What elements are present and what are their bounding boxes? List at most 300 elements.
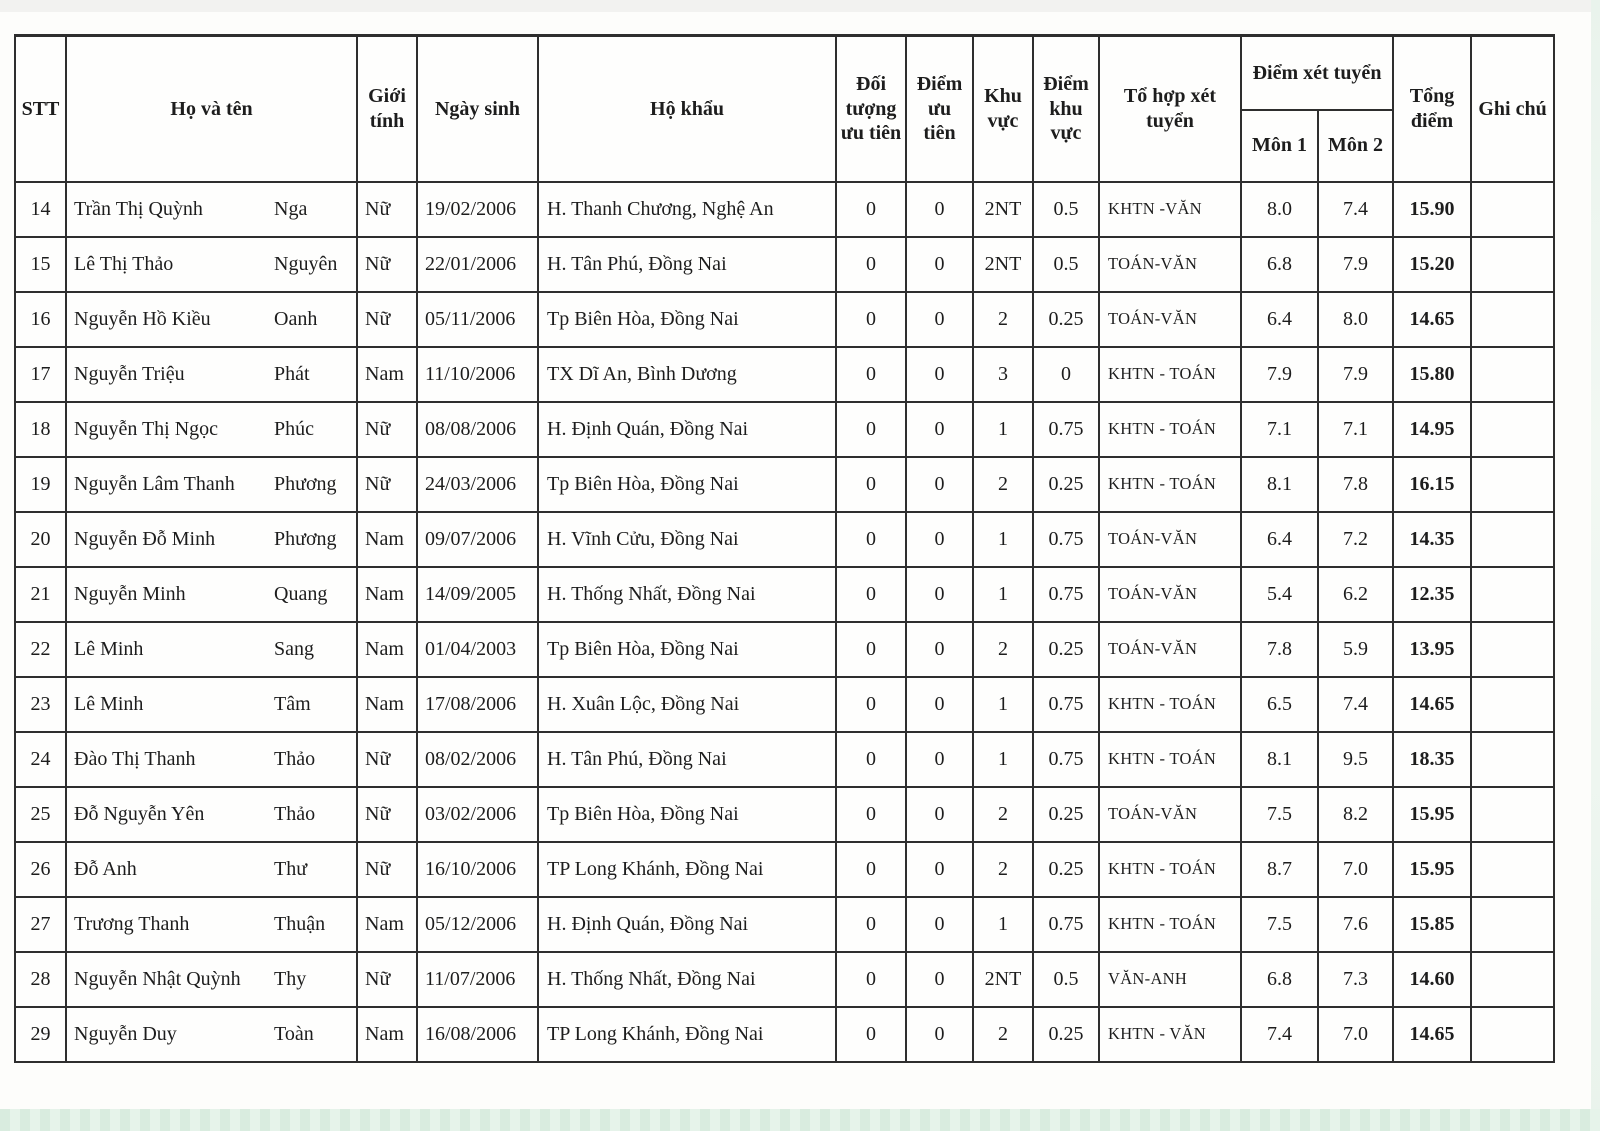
cell-gender: Nam — [357, 622, 417, 677]
cell-score2: 7.0 — [1318, 842, 1393, 897]
cell-stt: 23 — [15, 677, 66, 732]
cell-name-given: Sang — [274, 637, 314, 660]
cell-note — [1471, 897, 1554, 952]
cell-score1: 7.5 — [1241, 787, 1318, 842]
cell-residence: H. Tân Phú, Đồng Nai — [538, 732, 836, 787]
cell-region: 2 — [973, 292, 1033, 347]
table-row — [15, 842, 1554, 897]
cell-combination: KHTN - TOÁN — [1099, 402, 1241, 457]
header-dob: Ngày sinh — [417, 36, 538, 182]
cell-priority-group: 0 — [836, 897, 906, 952]
cell-priority-points: 0 — [906, 347, 973, 402]
cell-residence: TP Long Khánh, Đồng Nai — [538, 1007, 836, 1062]
cell-region-points: 0.25 — [1033, 787, 1099, 842]
cell-region: 1 — [973, 512, 1033, 567]
header-stt: STT — [15, 36, 66, 182]
cell-priority-points: 0 — [906, 457, 973, 512]
cell-note — [1471, 622, 1554, 677]
cell-residence: Tp Biên Hòa, Đồng Nai — [538, 622, 836, 677]
cell-total: 15.80 — [1393, 347, 1471, 402]
cell-note — [1471, 567, 1554, 622]
cell-priority-points: 0 — [906, 787, 973, 842]
cell-name — [66, 402, 357, 457]
cell-name — [66, 182, 357, 237]
cell-region-points: 0.25 — [1033, 1007, 1099, 1062]
cell-score2: 7.2 — [1318, 512, 1393, 567]
cell-score2: 6.2 — [1318, 567, 1393, 622]
cell-name — [66, 842, 357, 897]
cell-score1: 8.1 — [1241, 732, 1318, 787]
cell-name — [66, 567, 357, 622]
cell-region: 2 — [973, 457, 1033, 512]
page-right-edge-strip — [1591, 0, 1600, 1131]
cell-total: 18.35 — [1393, 732, 1471, 787]
cell-name-wrap — [74, 748, 352, 771]
cell-stt: 29 — [15, 1007, 66, 1062]
cell-gender: Nữ — [357, 457, 417, 512]
cell-combination: TOÁN-VĂN — [1099, 787, 1241, 842]
cell-total: 14.65 — [1393, 677, 1471, 732]
cell-gender: Nữ — [357, 842, 417, 897]
cell-region: 2 — [973, 1007, 1033, 1062]
cell-residence: TP Long Khánh, Đồng Nai — [538, 842, 836, 897]
cell-residence: H. Vĩnh Cửu, Đồng Nai — [538, 512, 836, 567]
cell-stt: 27 — [15, 897, 66, 952]
cell-name-family: Nguyễn Lâm Thanh — [74, 472, 235, 495]
table-header — [15, 36, 1554, 182]
cell-name-family: Đỗ Anh — [74, 857, 137, 880]
cell-priority-points: 0 — [906, 292, 973, 347]
cell-note — [1471, 292, 1554, 347]
table-row — [15, 457, 1554, 512]
table-row — [15, 292, 1554, 347]
cell-dob: 09/07/2006 — [417, 512, 538, 567]
cell-gender: Nữ — [357, 732, 417, 787]
cell-score1: 8.7 — [1241, 842, 1318, 897]
cell-name-family: Nguyễn Đỗ Minh — [74, 527, 216, 550]
header-combination: Tổ hợp xét tuyển — [1099, 36, 1241, 182]
cell-name — [66, 347, 357, 402]
cell-total: 15.85 — [1393, 897, 1471, 952]
cell-combination: KHTN -VĂN — [1099, 182, 1241, 237]
cell-note — [1471, 952, 1554, 1007]
cell-score2: 7.8 — [1318, 457, 1393, 512]
cell-region: 1 — [973, 897, 1033, 952]
cell-name-wrap — [74, 418, 352, 441]
cell-score2: 7.4 — [1318, 677, 1393, 732]
cell-combination: VĂN-ANH — [1099, 952, 1241, 1007]
cell-name-family: Nguyễn Minh — [74, 582, 186, 605]
cell-name-given: Phương — [274, 472, 337, 495]
cell-name — [66, 732, 357, 787]
cell-note — [1471, 677, 1554, 732]
cell-priority-group: 0 — [836, 347, 906, 402]
cell-name-family: Đào Thị Thanh — [74, 747, 196, 770]
cell-priority-group: 0 — [836, 787, 906, 842]
cell-stt: 24 — [15, 732, 66, 787]
cell-priority-group: 0 — [836, 457, 906, 512]
cell-residence: Tp Biên Hòa, Đồng Nai — [538, 787, 836, 842]
cell-name-wrap — [74, 473, 352, 496]
page-bottom-edge-strip — [0, 1109, 1600, 1131]
cell-region: 2 — [973, 842, 1033, 897]
cell-note — [1471, 237, 1554, 292]
cell-total: 15.90 — [1393, 182, 1471, 237]
cell-score1: 6.4 — [1241, 292, 1318, 347]
cell-name-wrap — [74, 803, 352, 826]
cell-total: 14.65 — [1393, 1007, 1471, 1062]
cell-name — [66, 292, 357, 347]
cell-priority-group: 0 — [836, 567, 906, 622]
cell-gender: Nam — [357, 567, 417, 622]
cell-gender: Nữ — [357, 292, 417, 347]
cell-total: 14.65 — [1393, 292, 1471, 347]
table-row — [15, 1007, 1554, 1062]
cell-residence: H. Tân Phú, Đồng Nai — [538, 237, 836, 292]
cell-stt: 18 — [15, 402, 66, 457]
cell-name-family: Lê Minh — [74, 637, 144, 660]
cell-score1: 7.4 — [1241, 1007, 1318, 1062]
header-gender: Giới tính — [357, 36, 417, 182]
cell-region-points: 0.5 — [1033, 952, 1099, 1007]
header-priority-points: Điểm ưu tiên — [906, 36, 973, 182]
header-name: Họ và tên — [66, 36, 357, 182]
cell-stt: 19 — [15, 457, 66, 512]
table-row — [15, 677, 1554, 732]
cell-name-family: Nguyễn Hồ Kiều — [74, 307, 211, 330]
cell-total: 12.35 — [1393, 567, 1471, 622]
cell-name-family: Lê Thị Thảo — [74, 252, 174, 275]
cell-gender: Nam — [357, 897, 417, 952]
table-row — [15, 237, 1554, 292]
cell-name-family: Trương Thanh — [74, 912, 190, 935]
table-row — [15, 622, 1554, 677]
header-region: Khu vực — [973, 36, 1033, 182]
cell-score1: 6.5 — [1241, 677, 1318, 732]
cell-score1: 5.4 — [1241, 567, 1318, 622]
cell-total: 14.95 — [1393, 402, 1471, 457]
cell-residence: Tp Biên Hòa, Đồng Nai — [538, 457, 836, 512]
cell-name-given: Phúc — [274, 417, 314, 440]
cell-name-wrap — [74, 913, 352, 936]
cell-combination: KHTN - TOÁN — [1099, 732, 1241, 787]
cell-dob: 08/02/2006 — [417, 732, 538, 787]
cell-gender: Nữ — [357, 182, 417, 237]
cell-priority-group: 0 — [836, 1007, 906, 1062]
cell-score2: 5.9 — [1318, 622, 1393, 677]
cell-score2: 8.2 — [1318, 787, 1393, 842]
cell-total: 15.20 — [1393, 237, 1471, 292]
cell-priority-group: 0 — [836, 237, 906, 292]
cell-name-given: Thuận — [274, 912, 326, 935]
cell-residence: H. Xuân Lộc, Đồng Nai — [538, 677, 836, 732]
cell-region: 1 — [973, 567, 1033, 622]
cell-score2: 7.4 — [1318, 182, 1393, 237]
cell-priority-points: 0 — [906, 1007, 973, 1062]
cell-region-points: 0.75 — [1033, 567, 1099, 622]
cell-score1: 7.1 — [1241, 402, 1318, 457]
cell-note — [1471, 512, 1554, 567]
cell-score2: 7.0 — [1318, 1007, 1393, 1062]
cell-priority-points: 0 — [906, 732, 973, 787]
cell-combination: TOÁN-VĂN — [1099, 622, 1241, 677]
cell-gender: Nam — [357, 677, 417, 732]
cell-name — [66, 622, 357, 677]
cell-priority-points: 0 — [906, 897, 973, 952]
admission-results-table — [14, 34, 1555, 1063]
header-admission-scores: Điểm xét tuyển — [1241, 36, 1393, 110]
cell-dob: 05/11/2006 — [417, 292, 538, 347]
cell-name — [66, 1007, 357, 1062]
cell-name — [66, 952, 357, 1007]
cell-name-wrap — [74, 253, 352, 276]
cell-priority-group: 0 — [836, 732, 906, 787]
header-subject1: Môn 1 — [1241, 110, 1318, 182]
cell-name-given: Phương — [274, 527, 337, 550]
cell-score1: 7.8 — [1241, 622, 1318, 677]
cell-dob: 03/02/2006 — [417, 787, 538, 842]
table-body — [15, 182, 1554, 1062]
cell-stt: 22 — [15, 622, 66, 677]
cell-name-wrap — [74, 858, 352, 881]
cell-gender: Nữ — [357, 402, 417, 457]
cell-name-wrap — [74, 693, 352, 716]
cell-name-given: Quang — [274, 582, 328, 605]
cell-score1: 6.8 — [1241, 952, 1318, 1007]
cell-total: 14.35 — [1393, 512, 1471, 567]
cell-name-wrap — [74, 198, 352, 221]
header-residence: Hộ khẩu — [538, 36, 836, 182]
table-row — [15, 402, 1554, 457]
header-subject2: Môn 2 — [1318, 110, 1393, 182]
cell-region: 1 — [973, 677, 1033, 732]
cell-stt: 16 — [15, 292, 66, 347]
cell-region: 2NT — [973, 237, 1033, 292]
cell-name-given: Tâm — [274, 692, 311, 715]
cell-priority-points: 0 — [906, 567, 973, 622]
cell-name-given: Toàn — [274, 1022, 314, 1045]
cell-note — [1471, 347, 1554, 402]
cell-name-family: Lê Minh — [74, 692, 144, 715]
cell-dob: 16/08/2006 — [417, 1007, 538, 1062]
cell-score2: 7.9 — [1318, 347, 1393, 402]
cell-region-points: 0 — [1033, 347, 1099, 402]
cell-stt: 14 — [15, 182, 66, 237]
cell-priority-group: 0 — [836, 677, 906, 732]
cell-residence: H. Thanh Chương, Nghệ An — [538, 182, 836, 237]
table-row — [15, 952, 1554, 1007]
header-total: Tổng điểm — [1393, 36, 1471, 182]
cell-note — [1471, 732, 1554, 787]
cell-dob: 16/10/2006 — [417, 842, 538, 897]
cell-name-given: Nguyên — [274, 252, 338, 275]
cell-combination: KHTN - TOÁN — [1099, 457, 1241, 512]
cell-score1: 8.0 — [1241, 182, 1318, 237]
cell-priority-group: 0 — [836, 402, 906, 457]
cell-stt: 28 — [15, 952, 66, 1007]
cell-total: 14.60 — [1393, 952, 1471, 1007]
table-row — [15, 512, 1554, 567]
cell-name-given: Thy — [274, 967, 307, 990]
table-row — [15, 567, 1554, 622]
cell-priority-points: 0 — [906, 677, 973, 732]
cell-score2: 7.3 — [1318, 952, 1393, 1007]
cell-name-family: Đỗ Nguyễn Yên — [74, 802, 205, 825]
cell-name-wrap — [74, 528, 352, 551]
cell-priority-group: 0 — [836, 512, 906, 567]
header-region-points: Điểm khu vực — [1033, 36, 1099, 182]
cell-score1: 7.5 — [1241, 897, 1318, 952]
cell-name-family: Trần Thị Quỳnh — [74, 197, 203, 220]
cell-region-points: 0.75 — [1033, 732, 1099, 787]
cell-gender: Nữ — [357, 952, 417, 1007]
cell-region-points: 0.75 — [1033, 677, 1099, 732]
cell-score1: 7.9 — [1241, 347, 1318, 402]
cell-stt: 21 — [15, 567, 66, 622]
cell-total: 15.95 — [1393, 842, 1471, 897]
cell-combination: TOÁN-VĂN — [1099, 237, 1241, 292]
cell-note — [1471, 182, 1554, 237]
cell-priority-points: 0 — [906, 952, 973, 1007]
cell-combination: KHTN - TOÁN — [1099, 897, 1241, 952]
cell-name-given: Nga — [274, 197, 308, 220]
cell-name-family: Nguyễn Triệu — [74, 362, 185, 385]
cell-region-points: 0.25 — [1033, 457, 1099, 512]
cell-name-wrap — [74, 583, 352, 606]
cell-name — [66, 787, 357, 842]
cell-name-wrap — [74, 1023, 352, 1046]
cell-stt: 17 — [15, 347, 66, 402]
cell-gender: Nữ — [357, 787, 417, 842]
cell-name — [66, 677, 357, 732]
cell-residence: H. Định Quán, Đồng Nai — [538, 897, 836, 952]
header-row-1 — [15, 36, 1554, 110]
cell-region: 2NT — [973, 182, 1033, 237]
cell-name-given: Phát — [274, 362, 310, 385]
cell-name-given: Thư — [274, 857, 308, 880]
table-row — [15, 182, 1554, 237]
cell-dob: 11/10/2006 — [417, 347, 538, 402]
cell-region: 2 — [973, 622, 1033, 677]
cell-priority-points: 0 — [906, 237, 973, 292]
cell-region-points: 0.75 — [1033, 897, 1099, 952]
cell-residence: TX Dĩ An, Bình Dương — [538, 347, 836, 402]
cell-region-points: 0.25 — [1033, 292, 1099, 347]
cell-region-points: 0.25 — [1033, 622, 1099, 677]
cell-dob: 22/01/2006 — [417, 237, 538, 292]
cell-name-family: Nguyễn Thị Ngọc — [74, 417, 219, 440]
table-row — [15, 732, 1554, 787]
cell-priority-points: 0 — [906, 402, 973, 457]
cell-region-points: 0.75 — [1033, 402, 1099, 457]
cell-priority-points: 0 — [906, 182, 973, 237]
cell-combination: TOÁN-VĂN — [1099, 567, 1241, 622]
cell-name — [66, 457, 357, 512]
header-note: Ghi chú — [1471, 36, 1554, 182]
cell-gender: Nam — [357, 347, 417, 402]
cell-region-points: 0.5 — [1033, 182, 1099, 237]
cell-name — [66, 237, 357, 292]
cell-region-points: 0.75 — [1033, 512, 1099, 567]
cell-combination: KHTN - TOÁN — [1099, 677, 1241, 732]
cell-total: 16.15 — [1393, 457, 1471, 512]
cell-dob: 05/12/2006 — [417, 897, 538, 952]
cell-note — [1471, 842, 1554, 897]
cell-combination: KHTN - VĂN — [1099, 1007, 1241, 1062]
cell-note — [1471, 1007, 1554, 1062]
cell-dob: 14/09/2005 — [417, 567, 538, 622]
cell-gender: Nam — [357, 1007, 417, 1062]
cell-score2: 7.9 — [1318, 237, 1393, 292]
cell-name-given: Thảo — [274, 802, 316, 825]
cell-region: 1 — [973, 732, 1033, 787]
cell-priority-points: 0 — [906, 622, 973, 677]
cell-dob: 11/07/2006 — [417, 952, 538, 1007]
table-row — [15, 897, 1554, 952]
cell-score1: 6.8 — [1241, 237, 1318, 292]
cell-dob: 24/03/2006 — [417, 457, 538, 512]
cell-combination: TOÁN-VĂN — [1099, 512, 1241, 567]
cell-name-family: Nguyễn Duy — [74, 1022, 177, 1045]
cell-score2: 7.1 — [1318, 402, 1393, 457]
cell-region: 2 — [973, 787, 1033, 842]
cell-dob: 17/08/2006 — [417, 677, 538, 732]
cell-residence: H. Thống Nhất, Đồng Nai — [538, 952, 836, 1007]
cell-residence: H. Định Quán, Đồng Nai — [538, 402, 836, 457]
cell-stt: 15 — [15, 237, 66, 292]
cell-priority-group: 0 — [836, 622, 906, 677]
header-priority-group: Đối tượng ưu tiên — [836, 36, 906, 182]
cell-priority-points: 0 — [906, 842, 973, 897]
cell-score1: 6.4 — [1241, 512, 1318, 567]
cell-dob: 19/02/2006 — [417, 182, 538, 237]
cell-note — [1471, 457, 1554, 512]
cell-priority-points: 0 — [906, 512, 973, 567]
table-row — [15, 787, 1554, 842]
cell-region: 3 — [973, 347, 1033, 402]
cell-score2: 8.0 — [1318, 292, 1393, 347]
cell-note — [1471, 402, 1554, 457]
cell-gender: Nữ — [357, 237, 417, 292]
cell-name-given: Oanh — [274, 307, 318, 330]
cell-residence: Tp Biên Hòa, Đồng Nai — [538, 292, 836, 347]
cell-region: 2NT — [973, 952, 1033, 1007]
cell-total: 13.95 — [1393, 622, 1471, 677]
table-row — [15, 347, 1554, 402]
cell-gender: Nam — [357, 512, 417, 567]
cell-score1: 8.1 — [1241, 457, 1318, 512]
cell-name — [66, 512, 357, 567]
cell-combination: TOÁN-VĂN — [1099, 292, 1241, 347]
cell-region-points: 0.5 — [1033, 237, 1099, 292]
cell-name-wrap — [74, 968, 352, 991]
cell-priority-group: 0 — [836, 842, 906, 897]
page-top-tint — [0, 0, 1600, 12]
cell-name-wrap — [74, 363, 352, 386]
cell-stt: 26 — [15, 842, 66, 897]
cell-priority-group: 0 — [836, 182, 906, 237]
cell-combination: KHTN - TOÁN — [1099, 842, 1241, 897]
cell-residence: H. Thống Nhất, Đồng Nai — [538, 567, 836, 622]
cell-name-wrap — [74, 638, 352, 661]
cell-region: 1 — [973, 402, 1033, 457]
cell-priority-group: 0 — [836, 292, 906, 347]
cell-name-wrap — [74, 308, 352, 331]
cell-name-family: Nguyễn Nhật Quỳnh — [74, 967, 241, 990]
cell-stt: 20 — [15, 512, 66, 567]
cell-note — [1471, 787, 1554, 842]
cell-name-given: Thảo — [274, 747, 316, 770]
